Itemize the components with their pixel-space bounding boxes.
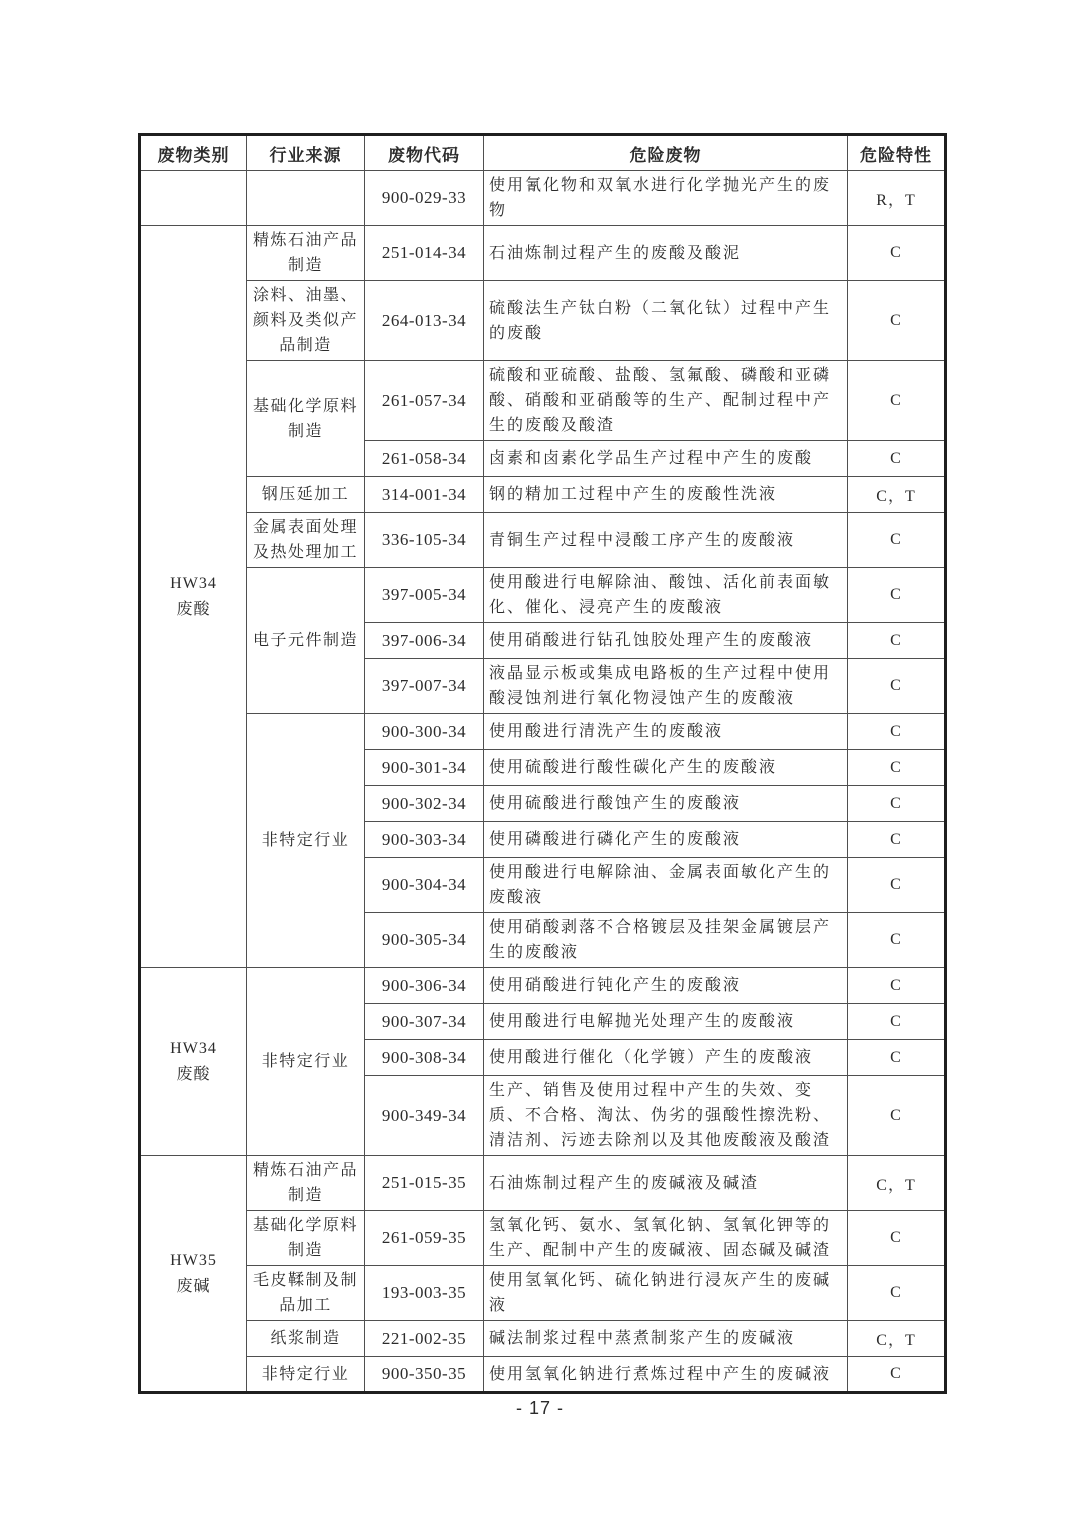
hazard-property-cell: C (848, 623, 946, 659)
hazardous-waste-description-cell: 氢氧化钙、氨水、氢氧化钠、氢氧化钾等的生产、配制中产生的废碱液、固态碱及碱渣 (484, 1211, 848, 1266)
hazardous-waste-description-cell: 生产、销售及使用过程中产生的失效、变质、不合格、淘汰、伪劣的强酸性擦洗粉、清洁剂、污迹去除剂以及其他废酸液及酸渣 (484, 1076, 848, 1156)
hazard-property-cell: C (848, 441, 946, 477)
hazard-property-cell: C (848, 1211, 946, 1266)
industry-source-cell: 钢压延加工 (247, 477, 365, 513)
hazardous-waste-description-cell: 液晶显示板或集成电路板的生产过程中使用酸浸蚀剂进行氧化物浸蚀产生的废酸液 (484, 659, 848, 714)
hazardous-waste-description-cell: 碱法制浆过程中蒸煮制浆产生的废碱液 (484, 1321, 848, 1357)
hazard-property-cell: R，T (848, 171, 946, 226)
waste-code-cell: 900-308-34 (365, 1040, 484, 1076)
waste-code-cell: 900-306-34 (365, 968, 484, 1004)
header-hazard-property: 危险特性 (848, 135, 946, 171)
table-row (140, 1321, 946, 1357)
table-row (140, 513, 946, 568)
hazardous-waste-description-cell: 青铜生产过程中浸酸工序产生的废酸液 (484, 513, 848, 568)
table-body (140, 171, 946, 1393)
hazardous-waste-table (138, 133, 947, 1394)
table-row (140, 226, 946, 281)
header-industry-source: 行业来源 (247, 135, 365, 171)
industry-source-cell: 电子元件制造 (247, 568, 365, 714)
hazard-property-cell: C (848, 786, 946, 822)
hazard-property-cell: C (848, 858, 946, 913)
industry-source-cell: 基础化学原料制造 (247, 361, 365, 477)
table-row (140, 968, 946, 1004)
waste-code-cell: 900-303-34 (365, 822, 484, 858)
waste-code-cell: 397-005-34 (365, 568, 484, 623)
waste-code-cell: 900-304-34 (365, 858, 484, 913)
page-number: - 17 - (515, 1398, 564, 1418)
waste-code-cell: 261-057-34 (365, 361, 484, 441)
waste-code-cell: 261-058-34 (365, 441, 484, 477)
hazardous-waste-description-cell: 使用氢氧化钠进行煮炼过程中产生的废碱液 (484, 1357, 848, 1393)
hazard-property-cell: C (848, 750, 946, 786)
hazardous-waste-description-cell: 钢的精加工过程中产生的废酸性洗液 (484, 477, 848, 513)
table-row (140, 1266, 946, 1321)
hazardous-waste-description-cell: 使用硝酸剥落不合格镀层及挂架金属镀层产生的废酸液 (484, 913, 848, 968)
waste-code-cell: 900-350-35 (365, 1357, 484, 1393)
hazard-property-cell: C (848, 659, 946, 714)
hazardous-waste-description-cell: 使用氢氧化钙、硫化钠进行浸灰产生的废碱液 (484, 1266, 848, 1321)
hazard-property-cell: C (848, 226, 946, 281)
waste-code-cell: 900-307-34 (365, 1004, 484, 1040)
hazard-property-cell: C (848, 1357, 946, 1393)
waste-category-name: 废碱 (176, 1277, 211, 1295)
table-row (140, 361, 946, 441)
waste-category-cell (140, 1156, 247, 1393)
hazardous-waste-description-cell: 使用酸进行电解除油、酸蚀、活化前表面敏化、催化、浸亮产生的废酸液 (484, 568, 848, 623)
waste-category-cell (140, 968, 247, 1156)
waste-category-cell (140, 226, 247, 968)
header-waste-code: 废物代码 (365, 135, 484, 171)
hazardous-waste-description-cell: 使用酸进行清洗产生的废酸液 (484, 714, 848, 750)
waste-category-code: HW35 (170, 1251, 217, 1269)
waste-code-cell: 900-349-34 (365, 1076, 484, 1156)
waste-category-name: 废酸 (176, 1065, 211, 1083)
industry-source-cell: 基础化学原料制造 (247, 1211, 365, 1266)
hazardous-waste-description-cell: 使用硫酸进行酸蚀产生的废酸液 (484, 786, 848, 822)
hazard-property-cell: C (848, 361, 946, 441)
hazardous-waste-description-cell: 使用磷酸进行磷化产生的废酸液 (484, 822, 848, 858)
waste-code-cell: 251-014-34 (365, 226, 484, 281)
table-row (140, 714, 946, 750)
hazard-property-cell: C (848, 513, 946, 568)
hazard-property-cell: C (848, 968, 946, 1004)
hazard-property-cell: C (848, 281, 946, 361)
hazardous-waste-description-cell: 硫酸和亚硫酸、盐酸、氢氟酸、磷酸和亚磷酸、硝酸和亚硝酸等的生产、配制过程中产生的废酸及酸渣 (484, 361, 848, 441)
waste-code-cell: 900-301-34 (365, 750, 484, 786)
table-row (140, 477, 946, 513)
hazard-property-cell: C (848, 822, 946, 858)
hazardous-waste-description-cell: 使用酸进行催化（化学镀）产生的废酸液 (484, 1040, 848, 1076)
hazard-property-cell: C (848, 1266, 946, 1321)
waste-code-cell: 900-029-33 (365, 171, 484, 226)
hazardous-waste-description-cell: 硫酸法生产钛白粉（二氧化钛）过程中产生的废酸 (484, 281, 848, 361)
waste-code-cell: 193-003-35 (365, 1266, 484, 1321)
hazardous-waste-description-cell: 石油炼制过程产生的废碱液及碱渣 (484, 1156, 848, 1211)
waste-code-cell: 900-300-34 (365, 714, 484, 750)
industry-source-cell: 精炼石油产品制造 (247, 226, 365, 281)
industry-source-cell: 非特定行业 (247, 714, 365, 968)
waste-code-cell: 251-015-35 (365, 1156, 484, 1211)
waste-code-cell: 900-302-34 (365, 786, 484, 822)
hazard-property-cell: C，T (848, 1321, 946, 1357)
table-row (140, 1357, 946, 1393)
table-row (140, 171, 946, 226)
waste-code-cell: 900-305-34 (365, 913, 484, 968)
industry-source-cell: 非特定行业 (247, 968, 365, 1156)
hazard-property-cell: C (848, 1040, 946, 1076)
industry-source-cell: 精炼石油产品制造 (247, 1156, 365, 1211)
hazardous-waste-description-cell: 使用硝酸进行钻孔蚀胶处理产生的废酸液 (484, 623, 848, 659)
waste-code-cell: 264-013-34 (365, 281, 484, 361)
hazard-property-cell: C，T (848, 1156, 946, 1211)
waste-code-cell: 336-105-34 (365, 513, 484, 568)
hazardous-waste-description-cell: 使用酸进行电解除油、金属表面敏化产生的废酸液 (484, 858, 848, 913)
waste-code-cell: 261-059-35 (365, 1211, 484, 1266)
waste-code-cell: 221-002-35 (365, 1321, 484, 1357)
waste-category-cell (140, 171, 247, 226)
hazardous-waste-description-cell: 使用硫酸进行酸性碳化产生的废酸液 (484, 750, 848, 786)
hazardous-waste-description-cell: 使用酸进行电解抛光处理产生的废酸液 (484, 1004, 848, 1040)
table-row (140, 1211, 946, 1266)
waste-category-code: HW34 (170, 574, 217, 592)
hazard-property-cell: C (848, 568, 946, 623)
waste-code-cell: 397-007-34 (365, 659, 484, 714)
waste-code-cell: 397-006-34 (365, 623, 484, 659)
table-row (140, 281, 946, 361)
waste-category-name: 废酸 (176, 600, 211, 618)
hazardous-waste-description-cell: 石油炼制过程产生的废酸及酸泥 (484, 226, 848, 281)
table-row (140, 568, 946, 623)
industry-source-cell (247, 171, 365, 226)
hazard-property-cell: C (848, 913, 946, 968)
industry-source-cell: 纸浆制造 (247, 1321, 365, 1357)
hazard-property-cell: C，T (848, 477, 946, 513)
waste-category-code: HW34 (170, 1039, 217, 1057)
header-hazardous-waste: 危险废物 (484, 135, 848, 171)
industry-source-cell: 毛皮鞣制及制品加工 (247, 1266, 365, 1321)
table-header-row (140, 135, 946, 171)
table-row (140, 1156, 946, 1211)
hazard-property-cell: C (848, 1004, 946, 1040)
industry-source-cell: 涂料、油墨、颜料及类似产品制造 (247, 281, 365, 361)
hazard-property-cell: C (848, 714, 946, 750)
hazardous-waste-description-cell: 使用氰化物和双氧水进行化学抛光产生的废物 (484, 171, 848, 226)
hazard-property-cell: C (848, 1076, 946, 1156)
industry-source-cell: 金属表面处理及热处理加工 (247, 513, 365, 568)
waste-code-cell: 314-001-34 (365, 477, 484, 513)
hazardous-waste-description-cell: 使用硝酸进行钝化产生的废酸液 (484, 968, 848, 1004)
industry-source-cell: 非特定行业 (247, 1357, 365, 1393)
hazardous-waste-description-cell: 卤素和卤素化学品生产过程中产生的废酸 (484, 441, 848, 477)
header-waste-category: 废物类别 (140, 135, 247, 171)
